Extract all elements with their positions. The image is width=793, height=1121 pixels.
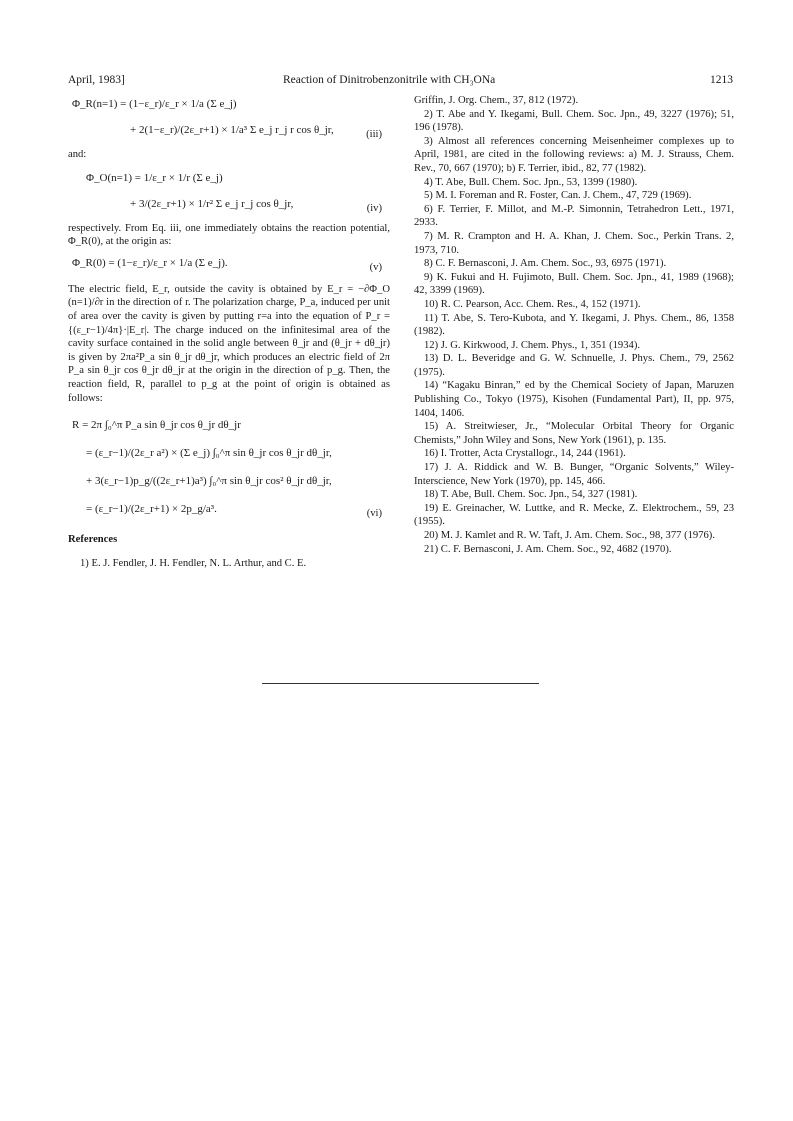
equation-iv-line2 [68, 194, 390, 222]
reference-item: Griffin, J. Org. Chem., 37, 812 (1972). [414, 95, 579, 106]
reference-item: 19) E. Greinacher, W. Luttke, and R. Mecke, Z. Elektrochem., 59, 23 (1955). [414, 502, 734, 528]
equation-iv-line2-text: + 3/(2ε_r+1) × 1/r² Σ e_j r_j cos θ_jr, [130, 197, 294, 210]
equation-vi-line3 [68, 471, 390, 499]
running-header-title: Reaction of Dinitrobenzonitrile with CH₃ONa [283, 74, 496, 86]
equation-vi-line4 [68, 499, 390, 527]
equation-vi-line3-text: + 3(ε_r−1)p_g/((2ε_r+1)a³) ∫₀^π sin θ_jr cos² θ_jr dθ_jr, [86, 475, 332, 488]
equation-vi-line2-text: = (ε_r−1)/(2ε_r a²) × (Σ e_j) ∫₀^π sin θ_jr cos θ_jr dθ_jr, [86, 447, 332, 460]
running-header-date: April, 1983] [68, 74, 125, 86]
reference-item: 3) Almost all references concerning Meisenheimer complexes up to April, 1981, are cited in the following reviews: a) M. J. Strauss, Chem. Rev., 70, 667 (1970); b) F. Terrier, ibid., 82, 77 (1982). [414, 135, 734, 174]
reference-item: 2) T. Abe and Y. Ikegami, Bull. Chem. Soc. Jpn., 49, 3227 (1976); 51, 196 (1978). [414, 108, 734, 134]
left-column [68, 94, 390, 570]
reference-item: 16) I. Trotter, Acta Crystallogr., 14, 244 (1961). [424, 448, 626, 460]
equation-iii-line2-text: + 2(1−ε_r)/(2ε_r+1) × 1/a³ Σ e_j r_j r cos θ_jr, [130, 124, 334, 136]
reference-item: 21) C. F. Bernasconi, J. Am. Chem. Soc., 92, 4682 (1970). [424, 543, 672, 555]
equation-iii-line2 [68, 120, 390, 148]
paragraph-electric-field: The electric field, E_r, outside the cavity is obtained by E_r = −∂Φ_O (n=1)/∂r in the direction of r. The polarization charge, P_a, induced per unit of area over the cavity is given by putting r=a into the equation of P_r = {(ε_r−1)/4π}·|E_r|. The charge induced on the infinitesimal area of the cavity surface contained in the solid angle between θ_jr and (θ_jr + dθ_jr) is given by 2πa²P_a sin θ_jr dθ_jr, which produces an electric field of 2π P_a sin θ_jr cos θ_jr dθ_jr at the origin in the direction of p_g. Then, the reaction field, R, parallel to p_g at the point of origin is obtained as follows: [68, 283, 390, 404]
reference-item: 18) T. Abe, Bull. Chem. Soc. Jpn., 54, 327 (1981). [424, 489, 638, 501]
equation-vi-line1-text: R = 2π ∫₀^π P_a sin θ_jr cos θ_jr dθ_jr [72, 419, 241, 432]
reference-list [414, 94, 734, 556]
paragraph-reaction-potential: respectively. From Eq. iii, one immediately obtains the reaction potential, Φ_R(0), at the origin as: [68, 222, 390, 248]
equation-iv-line1-text: Φ_O(n=1) = 1/ε_r × 1/r (Σ e_j) [86, 171, 223, 184]
equation-vi-number: (vi) [366, 508, 382, 520]
equation-vi-line2 [68, 443, 390, 471]
equation-v-number: (v) [369, 261, 382, 273]
reference-item: 6) F. Terrier, F. Millot, and M.-P. Simonnin, Tetrahedron Lett., 1971, 2933. [414, 203, 734, 229]
right-column [414, 94, 734, 556]
reference-item: 10) R. C. Pearson, Acc. Chem. Res., 4, 152 (1971). [424, 298, 641, 310]
reference-item: 9) K. Fukui and H. Fujimoto, Bull. Chem. Soc. Jpn., 41, 1989 (1968); 42, 3399 (1969). [414, 271, 734, 297]
reference-item: 14) “Kagaku Binran,” ed by the Chemical Society of Japan, Maruzen Publishing Co., Tokyo (1975), Kisohen (Fundamental Part), II, pp. 975, 1404, 1406. [414, 380, 734, 419]
reference-item: 20) M. J. Kamlet and R. W. Taft, J. Am. Chem. Soc., 98, 377 (1976). [424, 530, 715, 541]
equation-iii-number: (iii) [366, 129, 382, 140]
equation-vi-line4-text: = (ε_r−1)/(2ε_r+1) × 2p_g/a³. [86, 503, 217, 516]
reference-item: 5) M. I. Foreman and R. Foster, Can. J. Chem., 47, 729 (1969). [424, 190, 692, 202]
equation-iv-line1 [68, 168, 390, 194]
reference-1: 1) E. J. Fendler, J. H. Fendler, N. L. Arthur, and C. E. [80, 557, 307, 569]
end-rule [262, 683, 539, 684]
reference-item: 11) T. Abe, S. Tero-Kubota, and Y. Ikegami, J. Phys. Chem., 86, 1358 (1982). [414, 312, 734, 338]
reference-item: 17) J. A. Riddick and W. B. Bunger, “Organic Solvents,” Wiley-Interscience, New York (1970), pp. 145, 466. [414, 462, 734, 487]
references-heading: References [68, 534, 118, 546]
reference-item: 4) T. Abe, Bull. Chem. Soc. Jpn., 53, 1399 (1980). [424, 176, 638, 188]
equation-iv-number: (iv) [366, 202, 382, 214]
equation-iii-line1-text: Φ_R(n=1) = (1−ε_r)/ε_r × 1/a (Σ e_j) [72, 98, 237, 110]
reference-item: 12) J. G. Kirkwood, J. Chem. Phys., 1, 351 (1934). [424, 339, 640, 351]
reference-item: 13) D. L. Beveridge and G. W. Schnuelle, J. Phys. Chem., 79, 2562 (1975). [414, 353, 734, 378]
page-number: 1213 [710, 74, 733, 86]
equation-v-text: Φ_R(0) = (1−ε_r)/ε_r × 1/a (Σ e_j). [72, 256, 228, 269]
equation-v [68, 253, 390, 283]
equation-vi-line1 [68, 415, 390, 443]
reference-item: 8) C. F. Bernasconi, J. Am. Chem. Soc., 93, 6975 (1971). [424, 258, 667, 270]
reference-item: 7) M. R. Crampton and H. A. Khan, J. Chem. Soc., Perkin Trans. 2, 1973, 710. [414, 230, 734, 256]
reference-item: 15) A. Streitwieser, Jr., “Molecular Orbital Theory for Organic Chemists,” John Wiley and Sons, New York (1961), p. 135. [414, 421, 734, 446]
and-text: and: [68, 149, 87, 160]
equation-iii-line1 [68, 94, 390, 120]
